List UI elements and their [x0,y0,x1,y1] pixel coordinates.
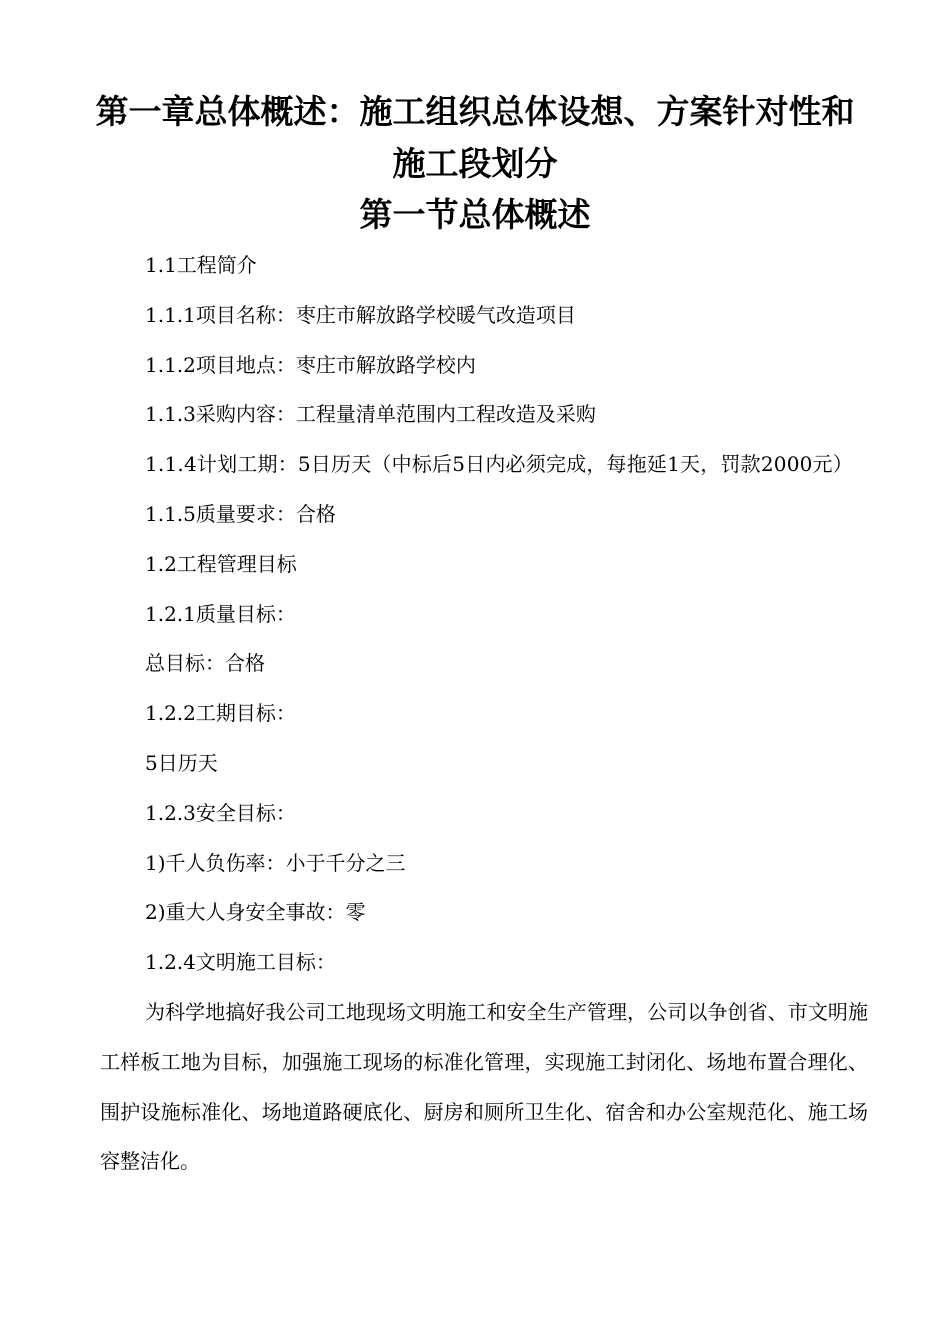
safety-target-heading: 1.2.3安全目标： [145,800,296,825]
procurement-content: 1.1.3采购内容：工程量清单范围内工程改造及采购 [145,402,596,427]
heading-1-1: 1.1工程简介 [145,253,257,277]
safety-injury-rate: 1)千人负伤率：小于千分之三 [145,850,406,875]
quality-requirement: 1.1.5质量要求：合格 [145,501,336,526]
planned-schedule: 1.1.4计划工期：5日历天（中标后5日内必须完成，每拖延1天，罚款2000元） [145,452,853,477]
document-body [100,241,868,1187]
quality-target-heading: 1.2.1质量目标： [145,601,296,626]
safety-major-accident: 2)重大人身安全事故：零 [145,900,366,925]
overall-target: 总目标：合格 [145,651,265,676]
chapter-title: 第一章总体概述：施工组织总体设想、方案针对性和施工段划分 [95,92,855,183]
heading-1-2: 1.2工程管理目标 [145,551,297,576]
section-title: 第一节总体概述 [359,195,591,234]
civilized-construction-paragraph: 为科学地搞好我公司工地现场文明施工和安全生产管理，公司以争创省、市文明施工样板工地为目标，加强施工现场的标准化管理，实现施工封闭化、场地布置合理化、围护设施标准化、场地道路硬底化、厨房和厕所卫生化、宿舍和办公室规范化、施工场容整洁化。 [100,999,868,1174]
schedule-target-value: 5日历天 [145,750,218,775]
project-name: 1.1.1项目名称：枣庄市解放路学校暖气改造项目 [145,302,576,327]
civilized-construction-heading: 1.2.4文明施工目标： [145,950,336,975]
schedule-target-heading: 1.2.2工期目标： [145,701,296,726]
project-location: 1.1.2项目地点：枣庄市解放路学校内 [145,352,476,377]
